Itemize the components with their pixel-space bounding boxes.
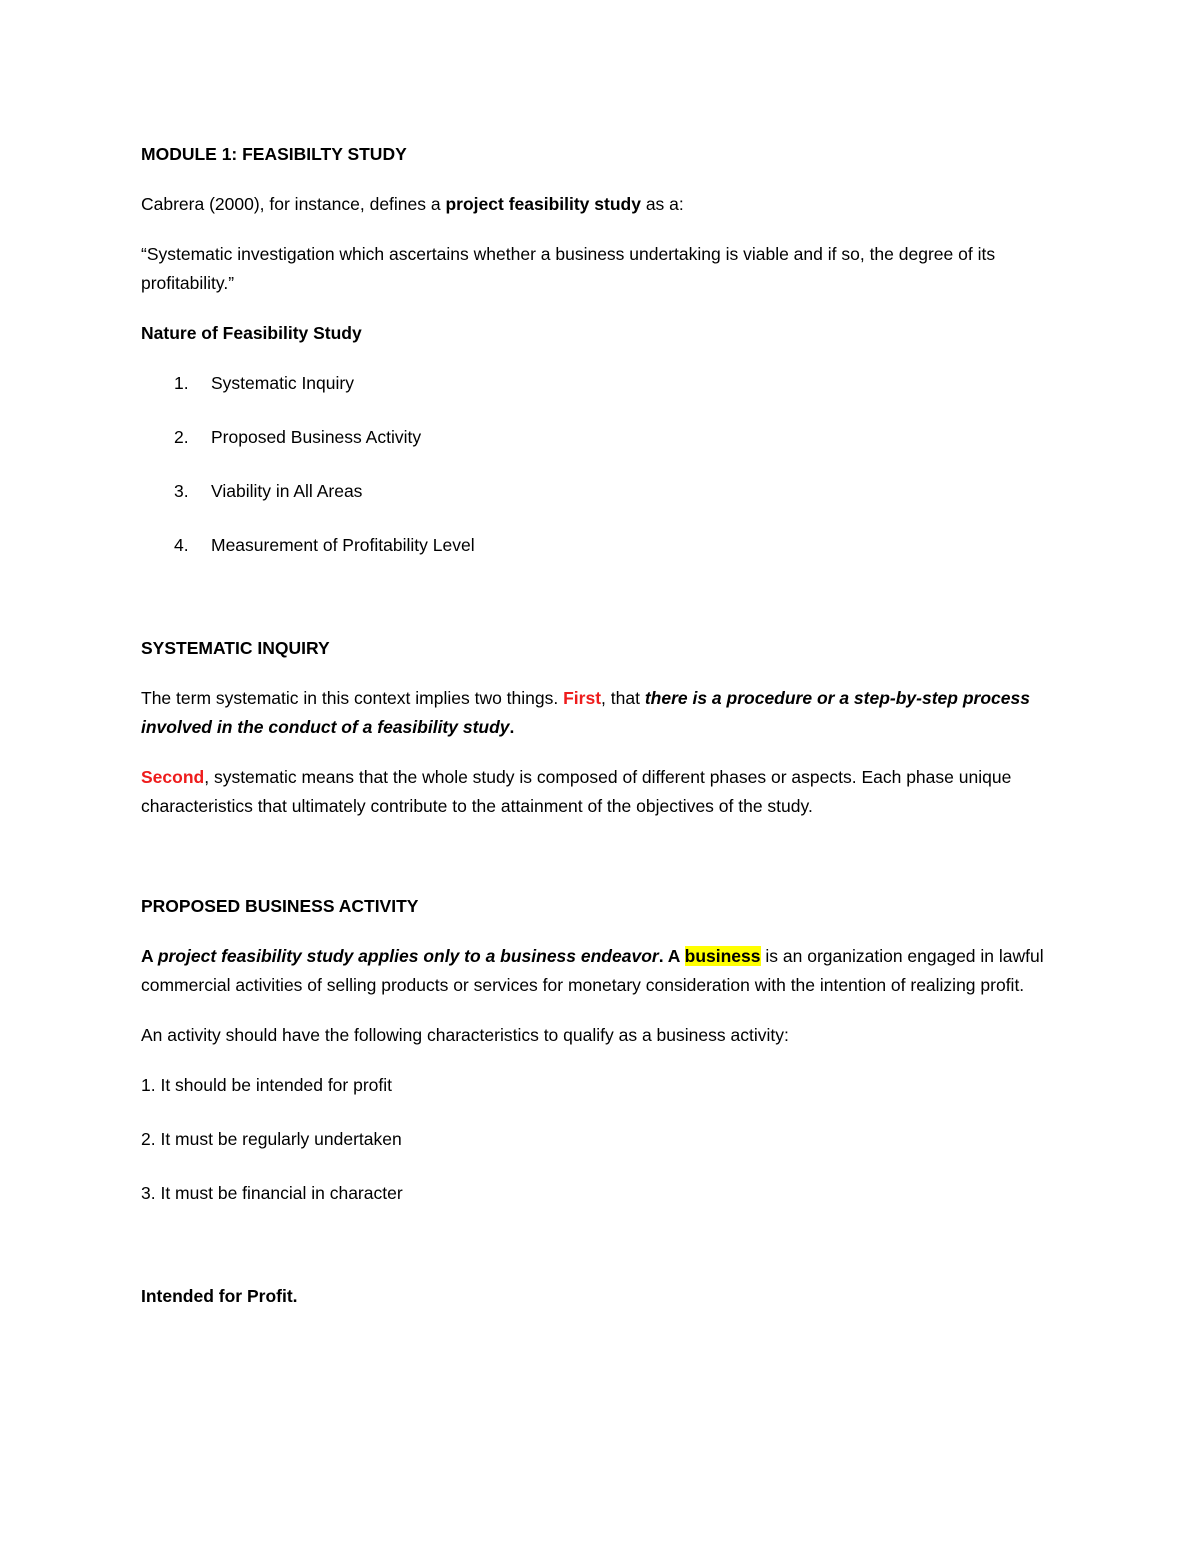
list-item (141, 369, 1061, 398)
intro-after: as a: (640, 194, 684, 214)
document-page (141, 140, 1061, 1311)
intro-term: project feasibility study (445, 194, 641, 214)
list-label: Viability in All Areas (211, 481, 363, 501)
profit-heading: Intended for Profit. (141, 1286, 298, 1306)
list-label: Systematic Inquiry (211, 373, 354, 393)
proposed-paragraph-2: An activity should have the following characteristics to qualify as a business activity: (141, 1025, 789, 1045)
characteristics-list (141, 1071, 1061, 1208)
proposed-p1-rest: is an organization engaged in lawful commercial activities of selling products or services for monetary consideration with the intention of realizing profit. (141, 946, 1044, 995)
list-number: 3. (174, 481, 189, 501)
proposed-p1-dot: . A (658, 946, 685, 966)
nature-list (141, 369, 1061, 560)
list-label: Measurement of Profitability Level (211, 535, 475, 555)
list-number: 4. (174, 535, 189, 555)
nature-heading: Nature of Feasibility Study (141, 323, 362, 343)
systematic-p1-emphasis: there is a procedure or a step-by-step process involved in the conduct of a feasibility study (141, 688, 1030, 737)
systematic-heading: SYSTEMATIC INQUIRY (141, 638, 330, 658)
systematic-paragraph-2 (141, 763, 1061, 821)
intro-before: Cabrera (2000), for instance, defines a (141, 194, 446, 214)
proposed-heading: PROPOSED BUSINESS ACTIVITY (141, 896, 419, 916)
list-number: 2. (174, 427, 189, 447)
list-label: It must be financial in character (155, 1183, 403, 1203)
proposed-paragraph-1 (141, 942, 1061, 1000)
list-item (141, 1071, 1061, 1100)
list-label: It must be regularly undertaken (155, 1129, 402, 1149)
proposed-p1-a: A (141, 946, 158, 966)
proposed-p1-emphasis: project feasibility study applies only to a business endeavor (157, 946, 659, 966)
list-item (141, 1179, 1061, 1208)
definition-quote: “Systematic investigation which ascertains whether a business undertaking is viable and if so, the degree of its profitability.” (141, 244, 996, 293)
list-label: Proposed Business Activity (211, 427, 422, 447)
systematic-p1-end: . (509, 717, 515, 737)
module-title: MODULE 1: FEASIBILTY STUDY (141, 144, 407, 164)
list-item (141, 1125, 1061, 1154)
list-item (141, 531, 1061, 560)
systematic-p2-rest: , systematic means that the whole study is composed of different phases or aspects. Each phase unique characteristics that ultimately contribute to the attainment of the objectives of the study. (141, 767, 1012, 816)
list-label: It should be intended for profit (155, 1075, 393, 1095)
list-item (141, 477, 1061, 506)
list-number: 1. (174, 373, 189, 393)
systematic-p1-mid: , that (601, 688, 645, 708)
business-highlight: business (684, 946, 761, 966)
systematic-p1-start: The term systematic in this context implies two things. (141, 688, 564, 708)
list-number: 3. (141, 1183, 156, 1203)
list-number: 2. (141, 1129, 156, 1149)
systematic-paragraph-1 (141, 684, 1061, 742)
list-item (141, 423, 1061, 452)
second-label: Second (141, 767, 205, 787)
list-number: 1. (141, 1075, 156, 1095)
intro-paragraph (141, 190, 1061, 219)
first-label: First (563, 688, 602, 708)
